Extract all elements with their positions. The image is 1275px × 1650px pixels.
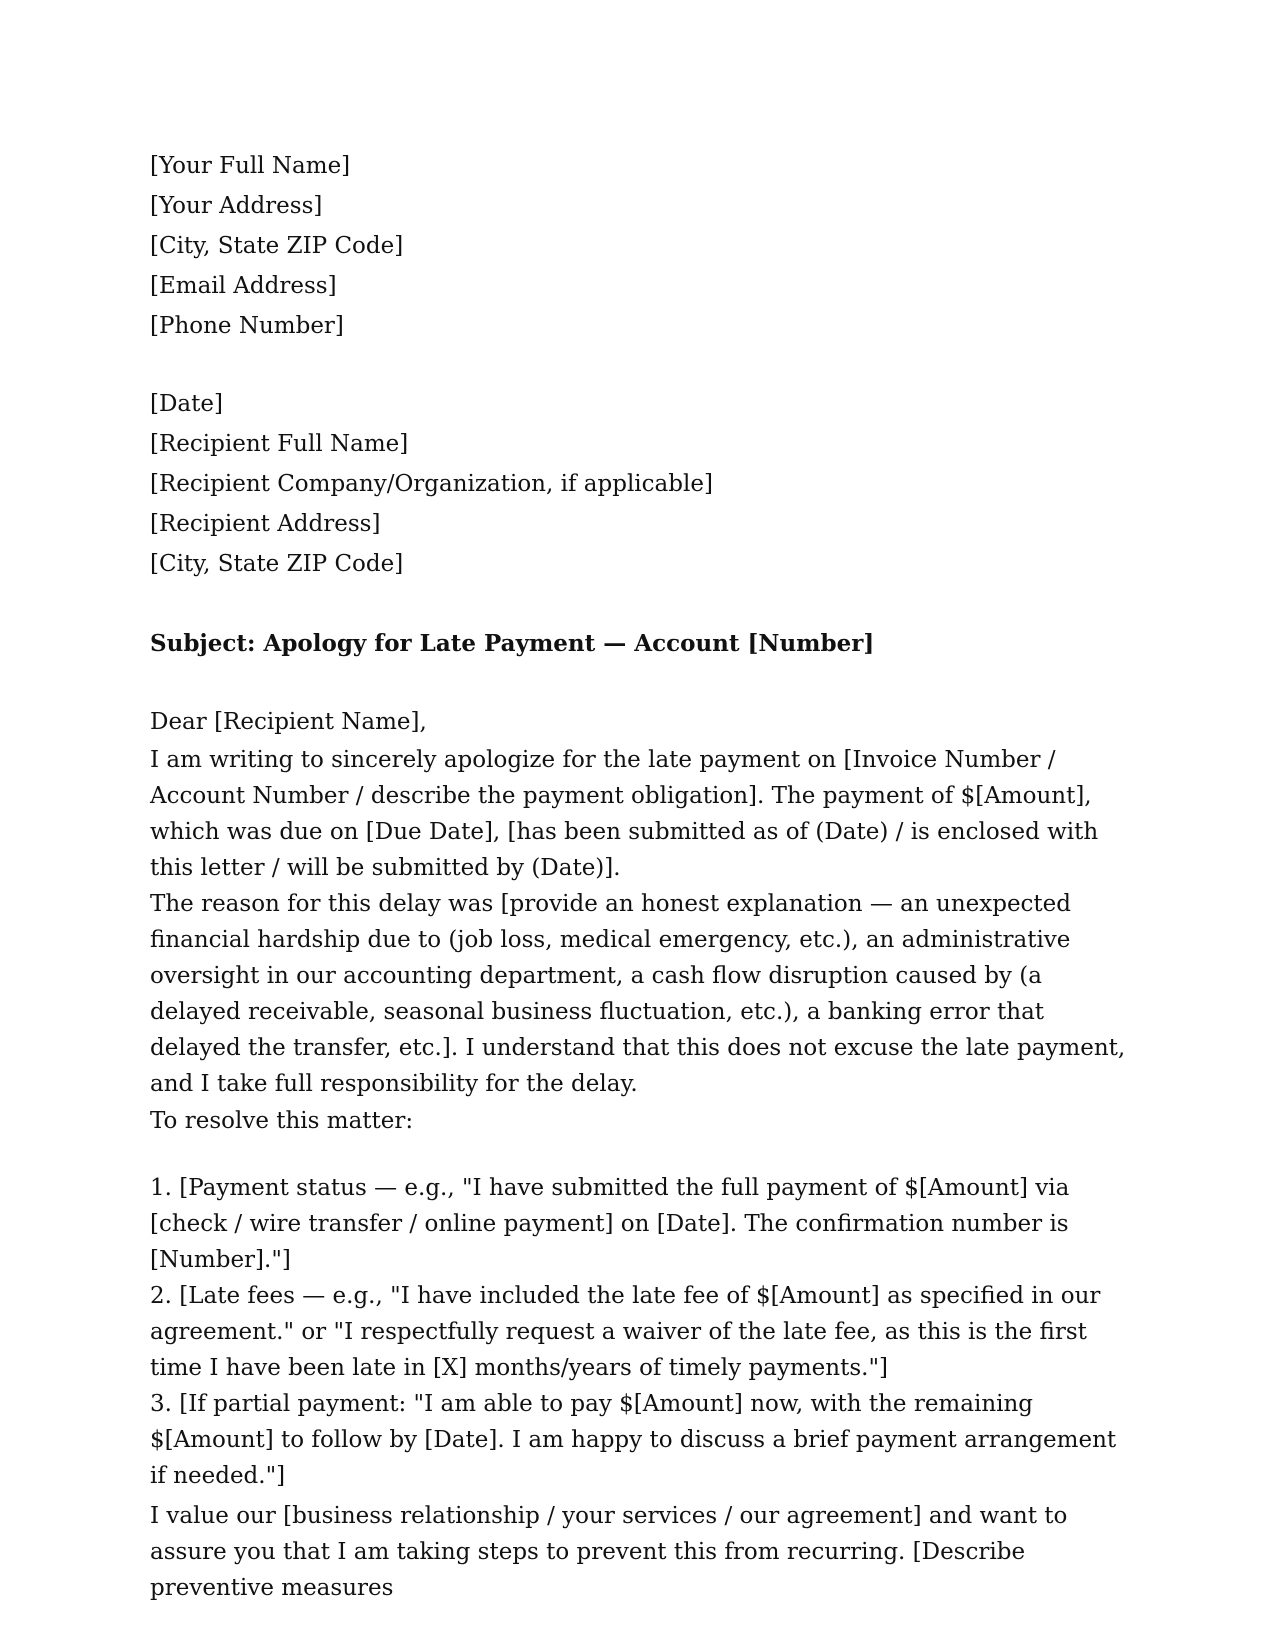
paragraph-commitment: I value our [business relationship / your services / our agreement] and want to assure you that I am taking steps to prevent this from recurring. [Describe preventive measures [150, 1503, 1068, 1601]
recipient-company: [Recipient Company/Organization, if applicable] [150, 471, 713, 497]
list-item: 3. [If partial payment: "I am able to pay $[Amount] now, with the remaining $[Amount] to follow by [Date]. I am happy to discuss a brief payment arrangement if needed."] [150, 1391, 1117, 1489]
subject-line: Subject: Apology for Late Payment — Account [Number] [150, 630, 875, 657]
paragraph-reason: The reason for this delay was [provide an honest explanation — an unexpected financial hardship due to (job loss, medical emergency, etc.), an administrative oversight in our accounting department, a cash flow disruption caused by (a delayed receivable, seasonal business fluctuation, etc.), a banking error that delayed the transfer, etc.]. I understand that this does not excuse the late payment, and I take full responsibility for the delay. [150, 891, 1126, 1097]
sender-phone: [Phone Number] [150, 313, 344, 339]
recipient-address: [Recipient Address] [150, 511, 381, 537]
date-recipient-block [150, 384, 1130, 584]
list-item: 1. [Payment status — e.g., "I have submitted the full payment of $[Amount] via [check / wire transfer / online payment] on [Date]. The confirmation number is [Number]."] [150, 1175, 1070, 1273]
salutation: Dear [Recipient Name], [150, 709, 427, 735]
recipient-city: [City, State ZIP Code] [150, 551, 404, 577]
recipient-name: [Recipient Full Name] [150, 431, 409, 457]
sender-email: [Email Address] [150, 273, 337, 299]
sender-name: [Your Full Name] [150, 153, 351, 179]
sender-city: [City, State ZIP Code] [150, 233, 404, 259]
letter-date: [Date] [150, 391, 223, 417]
paragraph-resolve-intro: To resolve this matter: [150, 1108, 414, 1134]
paragraph-payment: I am writing to sincerely apologize for the late payment on [Invoice Number / Account Number / describe the payment obligation]. The payment of $[Amount], which was due on [Due Date], [has been submitted as of (Date) / is enclosed with this letter / will be submitted by (Date)]. [150, 747, 1099, 881]
resolution-list [150, 1170, 1130, 1494]
sender-block [150, 146, 1130, 346]
list-item: 2. [Late fees — e.g., "I have included the late fee of $[Amount] as specified in our agreement." or "I respectfully request a waiver of the late fee, as this is the first time I have been late in [X] months/years of timely payments."] [150, 1283, 1101, 1381]
letter-body [150, 146, 1130, 1606]
sender-address: [Your Address] [150, 193, 323, 219]
